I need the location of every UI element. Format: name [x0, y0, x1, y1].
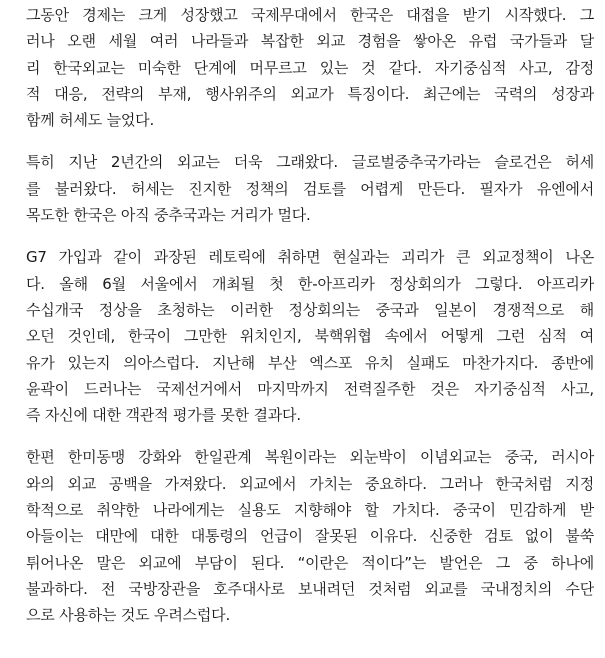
text-line: 다. 올해 6월 서울에서 개최될 첫 한-아프리카 정상회의가 그렇다. 아프리카 — [26, 274, 594, 293]
text-line: 리 한국외교는 미숙한 단계에 머무르고 있는 것 같다. 자기중심적 사고, 감정 — [26, 58, 594, 77]
text-line: 학적으로 취약한 나라에게는 실용도 지향해야 할 가치다. 중국이 민감하게 받 — [26, 501, 594, 520]
paragraph-4 — [26, 444, 594, 628]
text-line: 즉 자신에 대한 객관적 평가를 못한 결과다. — [26, 406, 301, 425]
text-line: 러나 오랜 세월 여러 나라들과 복잡한 외교 경험을 쌓아온 유럽 국가들과 달 — [26, 32, 594, 51]
text-line: 으로 사용하는 것도 우려스럽다. — [26, 606, 231, 625]
text-line: 그동안 경제는 크게 성장했고 국제무대에서 한국은 대접을 받기 시작했다. 그 — [26, 6, 594, 24]
text-line: 특히 지난 2년간의 외교는 더욱 그래왔다. 글로벌중추국가라는 슬로건은 허세 — [26, 153, 594, 172]
text-line: 함께 허세도 늘었다. — [26, 111, 155, 130]
text-line: 튀어나온 말은 외교에 부담이 된다. “이란은 적이다”는 발언은 그 중 하나에 — [26, 553, 594, 572]
text-line: 수십개국 정상을 초청하는 이러한 정상회의는 중국과 일본이 경쟁적으로 해 — [26, 300, 594, 319]
paragraph-1 — [26, 2, 594, 133]
text-line: 윤곽이 드러나는 국제선거에서 마지막까지 전력질주한 것은 자기중심적 사고, — [26, 379, 594, 398]
text-line: 아들이는 대만에 대한 대통령의 언급이 잘못된 이유다. 신중한 검토 없이 불쑥 — [26, 527, 594, 546]
text-line: 유가 있는지 의아스럽다. 지난해 부산 엑스포 유치 실패도 마찬가지다. 종반에 — [26, 353, 594, 372]
text-line: 목도한 한국은 아직 중추국과는 거리가 멀다. — [26, 206, 311, 225]
text-line: G7 가입과 같이 과장된 레토릭에 취하면 현실과는 괴리가 큰 외교정책이 나온 — [26, 248, 594, 267]
text-line: 오던 것인데, 한국이 그만한 위치인지, 북핵위협 속에서 어떻게 그런 심적 여 — [26, 327, 594, 346]
paragraph-2 — [26, 149, 594, 228]
text-line: 한편 한미동맹 강화와 한일관계 복원이라는 외눈박이 이념외교는 중국, 러시아 — [26, 448, 594, 467]
article-body — [26, 2, 594, 645]
paragraph-3 — [26, 244, 594, 428]
text-line: 적 대응, 전략의 부재, 행사위주의 외교가 특징이다. 최근에는 국력의 성장과 — [26, 84, 594, 103]
text-line: 를 불러왔다. 허세는 진지한 정책의 검토를 어렵게 만든다. 필자가 유엔에서 — [26, 179, 594, 198]
text-line: 와의 외교 공백을 가져왔다. 외교에서 가치는 중요하다. 그러나 한국처럼 지정 — [26, 474, 594, 493]
text-line: 불과하다. 전 국방장관을 호주대사로 보내려던 것처럼 외교를 국내정치의 수단 — [26, 579, 594, 598]
